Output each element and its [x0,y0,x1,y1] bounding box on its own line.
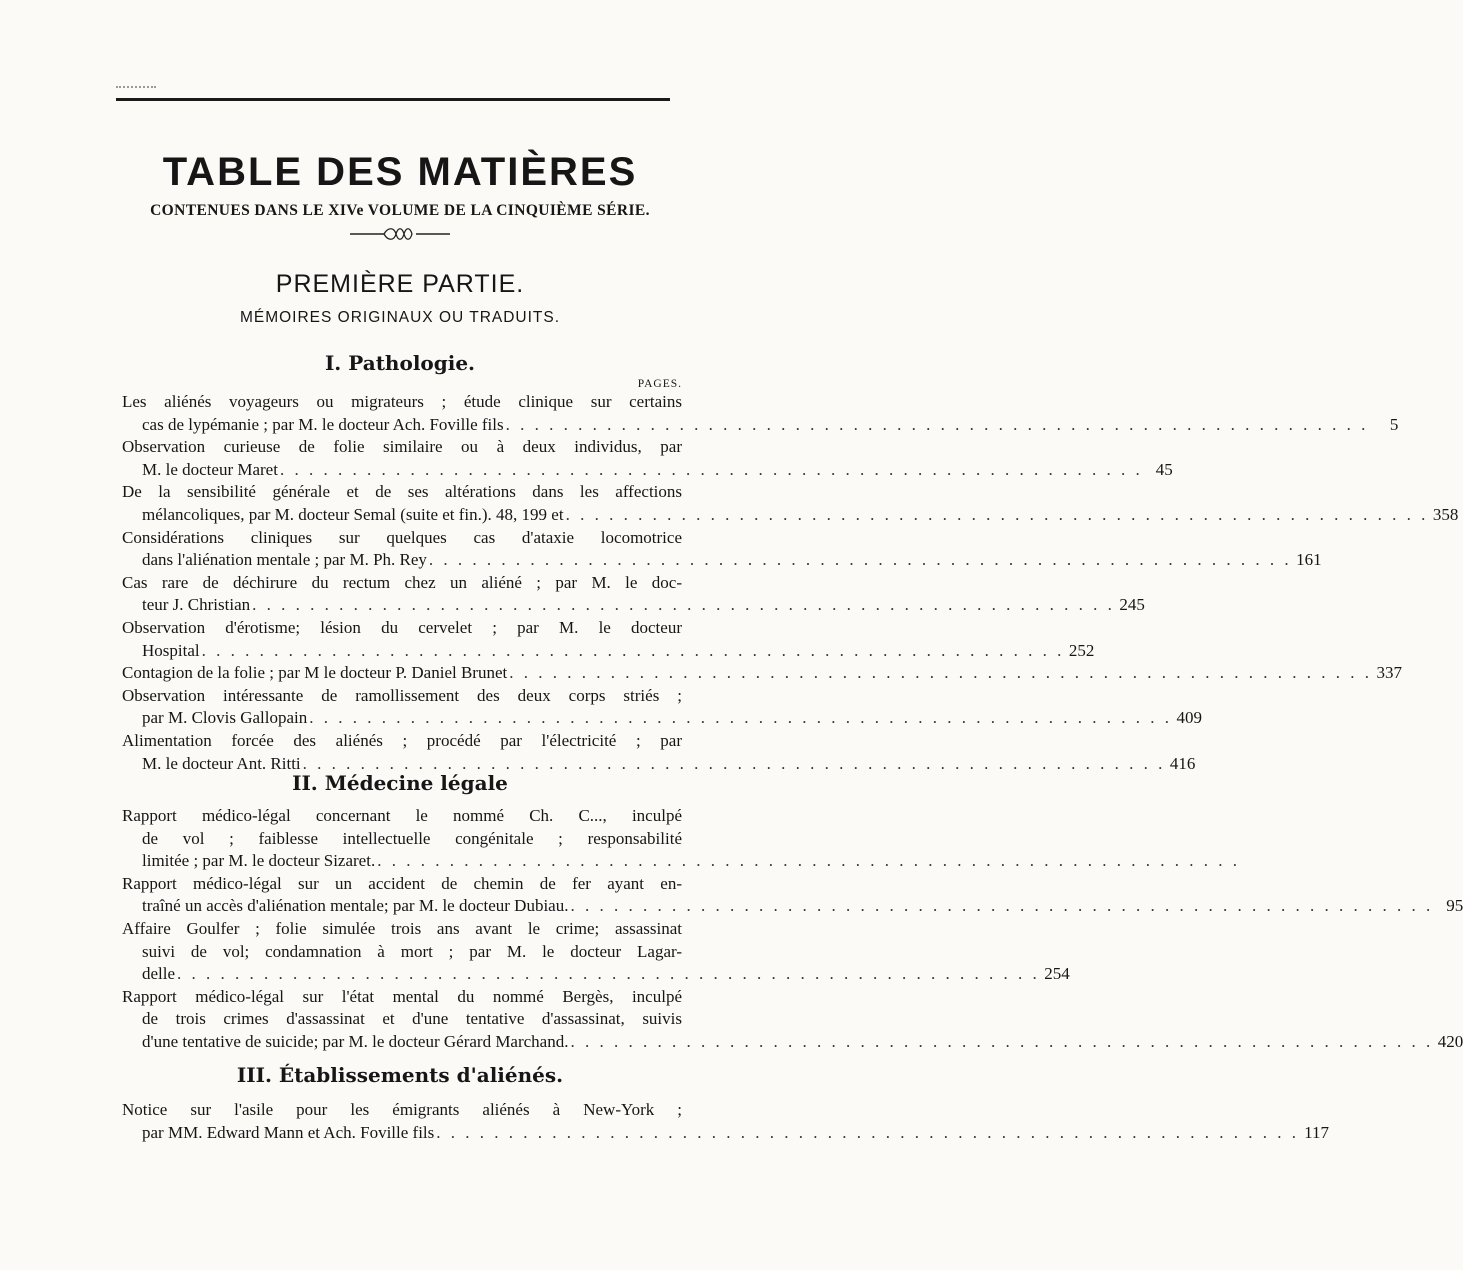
toc-entry-text: De la sensibilité générale et de ses altérations dans les affections [122,482,682,502]
toc-entry [122,436,1173,481]
toc-entry-line [122,527,682,550]
page-title: TABLE DES MATIÈRES [162,150,638,194]
toc-entry-text: Rapport médico-légal sur un accident de chemin de fer ayant en- [122,873,682,893]
toc-entry [122,662,1402,685]
top-rule [116,98,670,101]
toc-entry-line [122,963,1070,986]
toc-page-number: 254 [1044,964,1070,984]
toc-entry-text: de vol ; faiblesse intellectuelle congénitale ; responsabilité [142,828,682,848]
toc-entry [122,986,1463,1054]
toc-page-number: 416 [1169,753,1196,773]
toc-entry-text: Notice sur l'asile pour les émigrants aliénés à New-York ; [122,1100,682,1119]
toc-list-etablissements [122,1099,1330,1144]
toc-page-number: 358 [1432,504,1459,524]
toc-entry [122,730,1196,775]
toc-entry-text: suivi de vol; condamnation à mort ; par M. le docteur Lagar- [142,941,682,961]
toc-entry-line [122,572,682,595]
toc-entry-line [122,549,1322,572]
dot-leader: . . . . . . . . . . . . . . . . . . . . . . . . . . . . . . . . . . . . . . . . . . . . . . . . . . . . . . . . . . . . [436,1122,1300,1142]
toc-entry-text: M. le docteur Maret [142,459,278,479]
toc-entry-line [122,873,682,896]
toc-entry-line [122,941,682,964]
toc-entry-line [122,850,1240,873]
toc-entry-text: Hospital [142,640,200,660]
toc-entry-text: Contagion de la folie ; par M le docteur P. Daniel Brunet [122,663,508,683]
toc-entry-line [122,730,682,753]
toc-entry-text: par MM. Edward Mann et Ach. Foville fils [142,1122,435,1142]
toc-entry-text: Considérations cliniques sur quelques cas d'ataxie locomotrice [122,527,682,547]
toc-entry-line [122,436,682,459]
part-subheading: MÉMOIRES ORIGINAUX OU TRADUITS. [239,309,561,326]
toc-entry-text: par M. Clovis Gallopain [142,708,308,728]
toc-entry-line [122,1031,1463,1054]
toc-entry-line [122,662,1402,685]
toc-entry-line [122,918,682,941]
dot-leader: . . . . . . . . . . . . . . . . . . . . . . . . . . . . . . . . . . . . . . . . . . . . . . . . . . . . . . . . . . . . [309,708,1173,728]
toc-entry-line [122,640,1095,663]
toc-entry-line [122,459,1173,482]
toc-page-number: 337 [1376,663,1402,683]
toc-list-pathologie [122,391,1459,775]
toc-entry-text: Observation d'érotisme; lésion du cervelet ; par M. le docteur [122,617,682,637]
dot-leader: . . . . . . . . . . . . . . . . . . . . . . . . . . . . . . . . . . . . . . . . . . . . . . . . . . . . . . . . . . . . [302,753,1166,773]
toc-page-number: 420 [1437,1031,1463,1051]
toc-entry-line [122,895,1463,918]
toc-entry [122,1099,1330,1144]
toc-page-number: 409 [1176,708,1203,728]
toc-page-number: 252 [1068,640,1095,660]
toc-entry-text: Rapport médico-légal sur l'état mental du nommé Bergès, inculpé [122,986,682,1006]
toc-entry-text: cas de lypémanie ; par M. le docteur Ach. Foville fils [142,414,504,434]
toc-page-number: 117 [1304,1122,1330,1142]
toc-entry-line [122,391,682,414]
section-heading-etablissements: III. Établissements d'aliénés. [236,1063,564,1087]
toc-entry-line [122,986,682,1009]
toc-entry [122,805,1240,873]
dot-leader: . . . . . . . . . . . . . . . . . . . . . . . . . . . . . . . . . . . . . . . . . . . . . . . . . . . . . . . . . . . . [201,640,1065,660]
toc-entry-line [122,828,682,851]
section-heading-pathologie: I. Pathologie. [324,351,476,375]
toc-page-number: 45 [1155,459,1173,479]
dot-leader: . . . . . . . . . . . . . . . . . . . . . . . . . . . . . . . . . . . . . . . . . . . . . . . . . . . . . . . . . . . . [509,663,1372,683]
toc-entry [122,572,1145,617]
dot-leader: . . . . . . . . . . . . . . . . . . . . . . . . . . . . . . . . . . . . . . . . . . . . . . . . . . . . . . . . . . . . [565,504,1429,524]
toc-entry-text: teur J. Christian [142,595,251,615]
toc-page-number: 5 [1389,414,1399,434]
toc-entry-line [122,481,682,504]
toc-entry-text: traîné un accès d'aliénation mentale; par M. le docteur Dubiau. [142,896,569,916]
dot-leader: . . . . . . . . . . . . . . . . . . . . . . . . . . . . . . . . . . . . . . . . . . . . . . . . . . . . . . . . . . . . [377,851,1240,871]
toc-page-number: 161 [1296,550,1322,570]
toc-entry-line [122,414,1399,437]
toc-entry-line [122,504,1459,527]
toc-entry-line [122,617,682,640]
toc-entry [122,873,1463,918]
page-subtitle: CONTENUES DANS LE XIVe VOLUME DE LA CINQUIÈME SÉRIE. [150,202,650,219]
toc-entry [122,918,1070,986]
toc-list-medecine-legale [122,805,1463,1054]
toc-entry-text: delle [142,964,176,984]
toc-entry-text: Observation intéressante de ramollissement des deux corps striés ; [122,685,682,705]
part-heading: PREMIÈRE PARTIE. [275,270,525,298]
dot-leader: . . . . . . . . . . . . . . . . . . . . . . . . . . . . . . . . . . . . . . . . . . . . . . . . . . . . . . . . . . . . [428,550,1292,570]
dot-leader: . . . . . . . . . . . . . . . . . . . . . . . . . . . . . . . . . . . . . . . . . . . . . . . . . . . . . . . . . . . . [570,1031,1434,1051]
toc-entry-text: d'une tentative de suicide; par M. le docteur Gérard Marchand. [142,1031,569,1051]
toc-page-number: 245 [1119,595,1145,615]
toc-entry-text: Affaire Goulfer ; folie simulée trois ans avant le crime; assassinat [122,918,682,938]
toc-entry-text: limitée ; par M. le docteur Sizaret. [142,851,376,871]
toc-entry-line [122,1099,682,1122]
toc-entry-text: Rapport médico-légal concernant le nommé Ch. C..., inculpé [122,806,682,825]
dot-leader: . . . . . . . . . . . . . . . . . . . . . . . . . . . . . . . . . . . . . . . . . . . . . . . . . . . . . . . . . . . . [252,595,1115,615]
page-top-mark [116,86,156,94]
toc-page-number: 95 [1446,896,1463,916]
dot-leader: . . . . . . . . . . . . . . . . . . . . . . . . . . . . . . . . . . . . . . . . . . . . . . . . . . . . . . . . . . . . [279,459,1143,479]
toc-entry [122,617,1095,662]
toc-entry-text: Les aliénés voyageurs ou migrateurs ; étude clinique sur certains [122,392,682,411]
toc-entry-line [122,594,1145,617]
toc-entry-line [122,685,682,708]
dot-leader: . . . . . . . . . . . . . . . . . . . . . . . . . . . . . . . . . . . . . . . . . . . . . . . . . . . . . . . . . . . . [177,964,1040,984]
pages-column-label: PAGES. [637,378,682,390]
toc-entry-text: mélancoliques, par M. docteur Semal (suite et fin.). 48, 199 et [142,504,564,524]
ornament-divider-icon [348,224,452,244]
toc-entry [122,481,1459,526]
toc-entry-text: Alimentation forcée des aliénés ; procédé par l'électricité ; par [122,730,682,750]
toc-entry-line [122,707,1203,730]
toc-entry-text: Cas rare de déchirure du rectum chez un aliéné ; par M. le doc- [122,572,682,592]
toc-entry [122,685,1203,730]
toc-entry-text: de trois crimes d'assassinat et d'une tentative d'assassinat, suivis [142,1009,682,1029]
section-heading-medecine-legale: II. Médecine légale [292,771,508,795]
dot-leader: . . . . . . . . . . . . . . . . . . . . . . . . . . . . . . . . . . . . . . . . . . . . . . . . . . . . . . . . . . . . [505,414,1369,434]
toc-entry-text: M. le docteur Ant. Ritti [142,753,301,773]
toc-entry-line [122,805,682,828]
toc-entry-text: Observation curieuse de folie similaire ou à deux individus, par [122,437,682,457]
dot-leader: . . . . . . . . . . . . . . . . . . . . . . . . . . . . . . . . . . . . . . . . . . . . . . . . . . . . . . . . . . . . [570,896,1434,916]
toc-entry-line [122,1122,1330,1145]
toc-entry [122,527,1322,572]
toc-entry [122,391,1399,436]
toc-entry-text: dans l'aliénation mentale ; par M. Ph. Rey [142,550,427,570]
toc-entry-line [122,1008,682,1031]
